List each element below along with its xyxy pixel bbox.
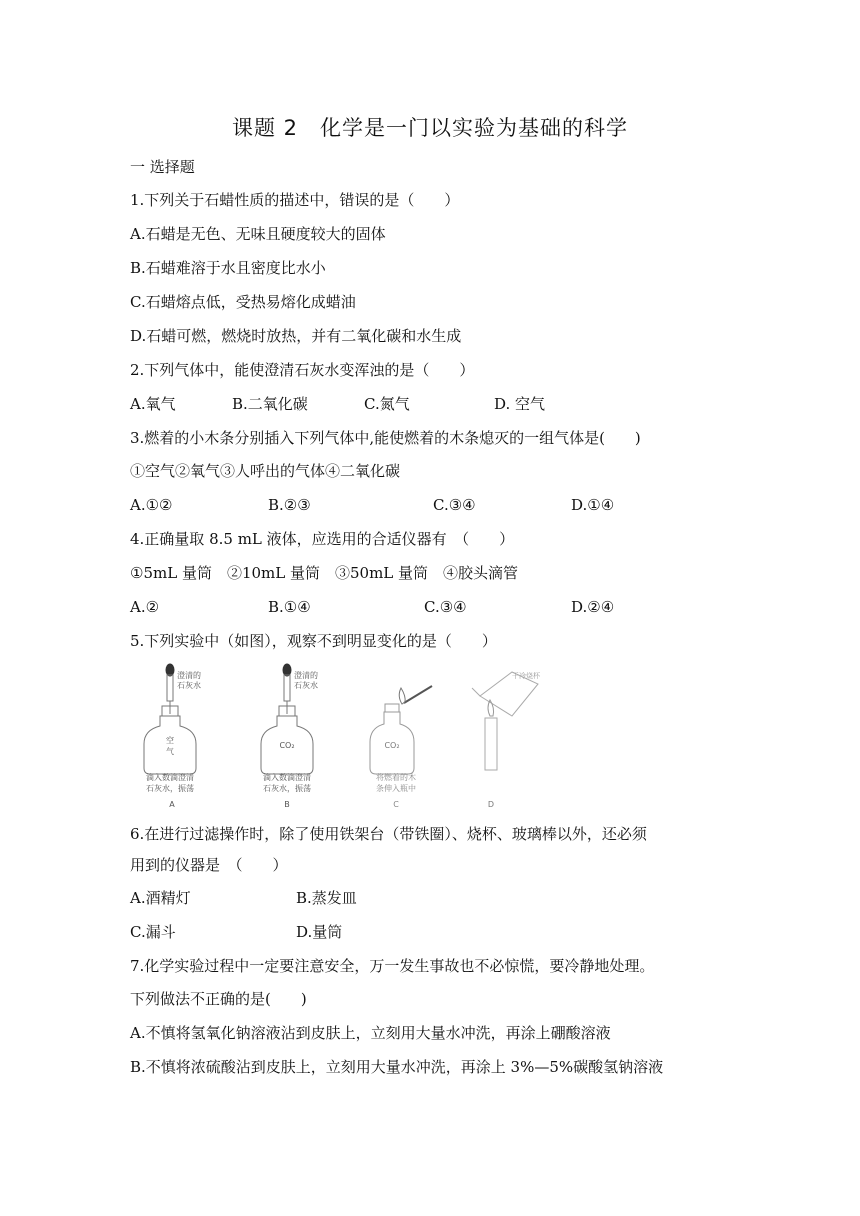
question-3-option-c: C.③④ [433,496,476,514]
setup-d-beaker-label: 干冷烧杯 [512,672,540,680]
setup-a-caption-2: 石灰水，振荡 [146,784,194,793]
question-4-option-d: D.②④ [571,598,615,616]
setup-a-dropper-label-1: 澄清的 [177,671,201,680]
question-1-option-a: A.石蜡是无色、无味且硬度较大的固体 [130,225,386,243]
setup-b-letter: B [284,800,290,809]
question-7-option-a: A.不慎将氢氧化钠溶液沾到皮肤上，立刻用大量水冲洗，再涂上硼酸溶液 [130,1024,611,1042]
question-7-stem-line-2: 下列做法不正确的是( ) [130,990,307,1008]
setup-c [370,686,432,774]
question-4-option-c: C.③④ [424,598,467,616]
setup-c-letter: C [393,800,399,809]
question-4-items: ①5mL 量筒 ②10mL 量筒 ③50mL 量筒 ④胶头滴管 [130,564,519,582]
experiment-figure [140,658,540,816]
setup-b-caption-1: 滴入数滴澄清 [263,773,311,782]
setup-b-co2-label: CO₂ [279,741,295,750]
question-1-stem: 1.下列关于石蜡性质的描述中，错误的是（ ） [130,191,460,209]
question-2-option-b: B.二氧化碳 [232,395,308,413]
question-6-option-c: C.漏斗 [130,923,176,941]
setup-a-letter: A [169,800,175,809]
question-4-stem: 4.正确量取 8.5 mL 液体，应选用的合适仪器有 （ ） [130,530,515,548]
setup-a-dropper-label-2: 石灰水 [177,681,201,690]
question-6-stem-line-1: 6.在进行过滤操作时，除了使用铁架台（带铁圈）、烧杯、玻璃棒以外，还必须 [130,825,647,843]
question-5-stem: 5.下列实验中（如图），观察不到明显变化的是（ ） [130,632,497,650]
question-1-option-b: B.石蜡难溶于水且密度比水小 [130,259,326,277]
setup-d-letter: D [487,800,495,809]
setup-b-dropper-label-1: 澄清的 [294,671,318,680]
question-6-option-a: A.酒精灯 [130,889,191,907]
question-3-stem: 3.燃着的小木条分别插入下列气体中,能使燃着的木条熄灭的一组气体是( ) [130,429,641,447]
question-3-option-d: D.①④ [571,496,615,514]
question-7-stem-line-1: 7.化学实验过程中一定要注意安全，万一发生事故也不必惊慌，要冷静地处理。 [130,957,655,975]
setup-c-co2-label: CO₂ [384,741,400,750]
setup-c-caption-2: 条伸入瓶中 [376,784,416,793]
question-3-option-a: A.①② [130,496,173,514]
setup-a-caption-1: 滴入数滴澄清 [146,773,194,782]
setup-d [472,672,538,770]
question-2-option-c: C.氮气 [364,395,410,413]
question-2-option-d: D. 空气 [494,395,546,413]
setup-a-bottle-label-2: 气 [166,747,174,756]
question-4-option-a: A.② [130,598,160,616]
page-title: 课题 2 化学是一门以实验为基础的科学 [231,116,629,140]
question-7-option-b: B.不慎将浓硫酸沾到皮肤上，立刻用大量水冲洗，再涂上 3%—5%碳酸氢钠溶液 [130,1058,664,1076]
question-1-option-c: C.石蜡熔点低，受热易熔化成蜡油 [130,293,356,311]
setup-c-caption-1: 将燃着的木 [376,773,416,782]
question-4-option-b: B.①④ [268,598,311,616]
setup-b-dropper-label-2: 石灰水 [294,681,318,690]
question-1-option-d: D.石蜡可燃，燃烧时放热，并有二氧化碳和水生成 [130,327,462,345]
question-2-option-a: A.氧气 [130,395,176,413]
setup-a-bottle-label-1: 空 [166,736,174,745]
question-3-option-b: B.②③ [268,496,311,514]
question-6-stem-line-2: 用到的仪器是 （ ） [130,856,288,874]
setup-b-caption-2: 石灰水，振荡 [263,784,311,793]
question-6-option-d: D.量筒 [296,923,343,941]
question-3-items: ①空气②氧气③人呼出的气体④二氧化碳 [130,462,401,480]
question-6-option-b: B.蒸发皿 [296,889,357,907]
question-2-stem: 2.下列气体中，能使澄清石灰水变浑浊的是（ ） [130,361,475,379]
section-heading: 一 选择题 [130,158,195,176]
